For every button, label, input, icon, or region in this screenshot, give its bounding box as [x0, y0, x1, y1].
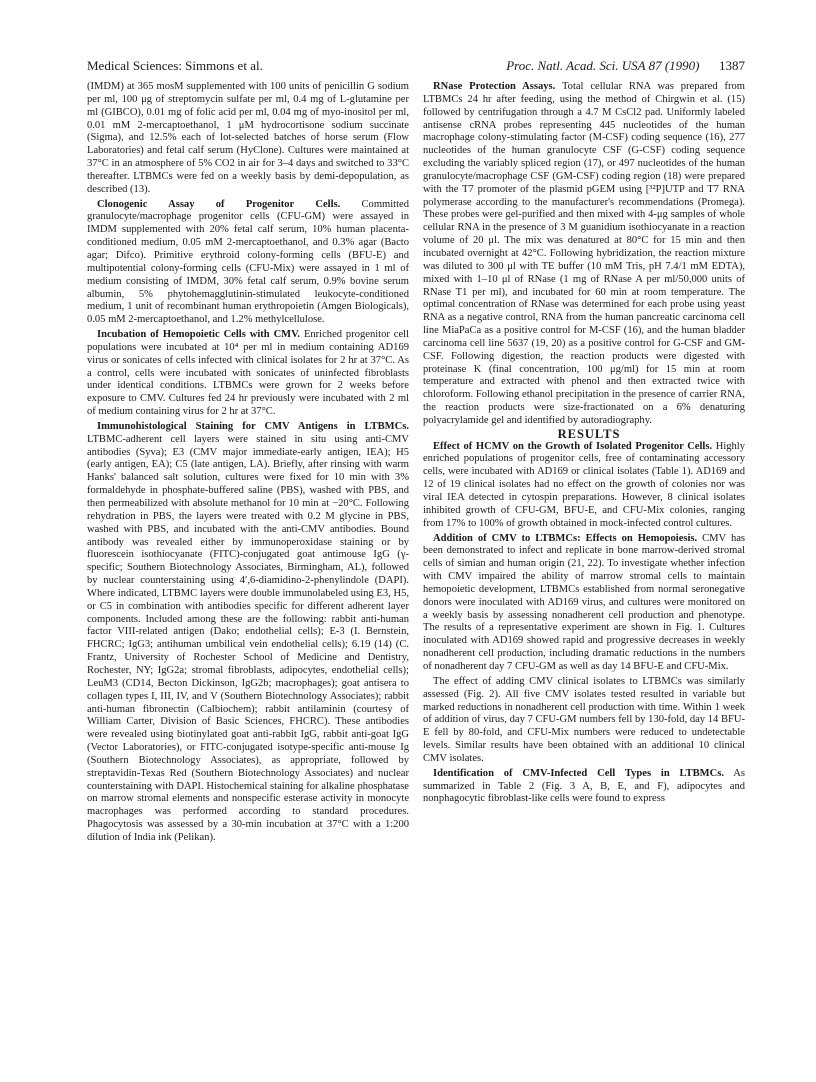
run-in-heading: Identification of CMV-Infected Cell Types in LTBMCs.	[433, 767, 724, 779]
run-in-heading: RNase Protection Assays.	[433, 81, 556, 92]
paragraph-clinical-isolates: The effect of adding CMV clinical isolates to LTBMCs was similarly assessed (Fig. 2). All five CMV isolates tested resulted in variable but marked reductions in nonadherent cell production with time. Within 1 week of addition of virus, day 7 CFU-GM numbers fell by 130-fold, day 14 BFU-E fell by 80-fold, and CFU-Mix numbers were reduced to undetectable levels. Similar results have been obtained with an additional 10 clinical CMV isolates.	[423, 675, 745, 764]
paragraph-effect-hcmv	[423, 441, 745, 531]
paragraph-body: LTBMC-adherent cell layers were stained in situ using anti-CMV antibodies (Syva); E3 (CMV major immediate-early antigen, IEA); H5 (early antigen, EA); C5 (late antigen, LA). Briefly, after rinsing with warm Hanks' balanced salt solution, cultures were fixed for 10 min with 3% formaldehyde in phosphate-buffered saline (PBS), washed with PBS, and then permeabilized with absolute methanol for 10 min at −20°C. Following rehydration in PBS, the layers were treated with 0.2 M glycine in PBS, washed with PBS, and incubated with the anti-CMV antibodies. Bound antibody was revealed either by immunoperoxidase staining or by fluorescein isothiocyanate (FITC)-conjugated goat antimouse IgG (γ-specific; Southern Biotechnology Associates, Birmingham, AL), followed by nuclear counterstaining using 4′,6-diamidino-2-phenylindole (DAPI). Where indicated, LTBMC layers were double immunolabeled using E3, H5, or C5 in combination with antibodies specific for different adherent layer components. Included among these are the following: rabbit anti-human factor VIII-related antigen (Dako; endothelial cells); E-3 (I. Bernstein, FHCRC; IgG3; antihuman umbilical vein endothelial cells); 6.19 (14) (C. Frantz, University of Rochester School of Medicine and Dentistry, Rochester, NY; IgG2a; stromal fibroblasts, adipocytes, endothelial cells); LeuM3 (CD14, Becton Dickinson, IgG2b; macrophages); goat antisera to collagen types I, III, IV, and V (Southern Biotechnology Associates); rabbit anti-human fibronectin (Calbiochem); rabbit antilaminin (courtesy of William Carter, Division of Basic Sciences, FHCRC). These antibodies were revealed using biotinylated goat anti-rabbit IgG, rabbit anti-goat IgG (Vector Laboratories), or FITC-conjugated isotype-specific anti-mouse Ig (Southern Biotechnology Associates), as appropriate, followed by streptavidin-Texas Red (Southern Biotechnology Associates) and nuclear counterstaining with DAPI. Histochemical staining for alkaline phosphatase on marrow stromal elements and nonspecific esterase activity in monocyte macrophages was performed according to standard procedures. Phagocytosis was assessed by a 30-min incubation at 37°C with a 1:200 dilution of India ink (Pelikan).	[87, 433, 409, 843]
run-in-heading: Addition of CMV to LTBMCs: Effects on Hemopoiesis.	[433, 532, 698, 544]
header-section-authors: Medical Sciences: Simmons et al.	[87, 58, 263, 73]
left-column	[87, 81, 409, 845]
paragraph-body: Committed granulocyte/macrophage progenitor cells (CFU-GM) were assayed in IMDM supplemented with 20% fetal calf serum, 10% human placenta-conditioned medium, 0.05 mM 2-mercaptoethanol, and 0.3% agar (Bacto agar; Difco). Primitive erythroid colony-forming cells (BFU-E) and multipotential colony-forming cells (CFU-Mix) were assayed in 1 ml of medium consisting of IMDM, 30% fetal calf serum, 0.9% bovine serum albumin, 5% phytohemagglutinin-stimulated leukocyte-conditioned medium, 1 unit of recombinant human erythropoietin (Amgen Biologicals), 0.05 mM 2-mercaptoethanol, and 1.2% methylcellulose.	[87, 198, 409, 326]
run-in-heading: Incubation of Hemopoietic Cells with CMV.	[97, 329, 301, 341]
paragraph-body: As summarized in Table 2 (Fig. 3 A, B, E, and F), adipocytes and nonphagocytic fibroblast-like cells were found to express	[423, 767, 745, 805]
run-in-heading: Immunohistological Staining for CMV Antigens in LTBMCs.	[97, 420, 409, 432]
running-header	[87, 58, 745, 78]
run-in-heading: Effect of HCMV on the Growth of Isolated Progenitor Cells.	[433, 440, 713, 452]
paragraph-body: Highly enriched populations of progenitor cells, free of contaminating accessory cells, were incubated with AD169 or clinical isolates (Table 1). AD169 and 12 of 19 clinical isolates had no effect on the growth of colonies nor was viral IEA detected in cytospin preparations. However, 8 clinical isolates inhibited growth of CFU-GM, BFU-E, and CFU-Mix colonies, ranging from 17% to 100% of growth obtained in mock-infected control cultures.	[423, 440, 746, 529]
page-number: 1387	[719, 58, 745, 73]
paragraph-body: CMV has been demonstrated to infect and replicate in bone marrow-derived stromal cells of simian and human origin (21, 22). To investigate whether infection with CMV impaired the ability of marrow stromal cells to maintain hemopoietic development, LTBMCs established from normal seronegative donors were inoculated with AD169 virus, and cultures were monitored on a weekly basis by assessing nonadherent cell production and phenotype. The results of a representative experiment are shown in Fig. 1. Cultures inoculated with AD169 showed rapid and progressive decreases in weekly nonadherent cell production, including dramatic reductions in the numbers of nonadherent day 7 CFU-GM as well as day 14 BFU-E and CFU-Mix.	[423, 532, 746, 672]
right-column	[423, 81, 745, 806]
paragraph-immunohistological-staining	[87, 421, 409, 845]
paragraph-medium-continuation: (IMDM) at 365 mosM supplemented with 100 units of penicillin G sodium per ml, 100 μg of streptomycin sulfate per ml, 0.4 mg of L-glutamine per ml (GIBCO), 0.01 mg of folic acid per ml, 0.04 mg of myo-inositol per ml, 0.01 mM 2-mercaptoethanol, 1 μM hydrocortisone sodium succinate (Sigma), and 12.5% each of lot-selected batches of horse serum (Flow Laboratories) and fetal calf serum (HyClone). Cultures were maintained at 37°C in an atmosphere of 5% CO2 in air for 3–4 days and switched to 33°C thereafter. LTBMCs were fed on a weekly basis by demi-depopulation, as described (13).	[87, 81, 409, 195]
section-title-results: RESULTS	[557, 426, 621, 441]
header-journal-page	[506, 58, 745, 74]
paragraph-identification-cell-types	[423, 768, 745, 807]
paragraph-addition-cmv	[423, 533, 745, 674]
journal-citation: Proc. Natl. Acad. Sci. USA 87 (1990)	[506, 58, 700, 73]
paragraph-incubation-cmv	[87, 329, 409, 419]
paragraph-clonogenic-assay	[87, 199, 409, 327]
run-in-heading: Clonogenic Assay of Progenitor Cells.	[97, 198, 341, 210]
paragraph-body: Enriched progenitor cell populations were incubated at 10⁴ per ml in medium containing AD169 virus or sonicates of cells infected with clinical isolates for 2 hr at 37°C. As a control, cells were incubated with sonicates of uninfected fibroblasts under identical conditions. LTBMCs were grown for 2 weeks before exposure to CMV. Cultures fed 24 hr previously were incubated with 2 ml of medium containing virus for 2 hr at 37°C.	[87, 329, 409, 418]
paragraph-rnase-protection	[423, 81, 745, 428]
paragraph-body: Total cellular RNA was prepared from LTBMCs 24 hr after feeding, using the method of Chirgwin et al. (15) followed by centrifugation through a 4.7 M CsCl2 pad. Uniformly labeled antisense cRNA probes representing 445 nucleotides of the human macrophage colony-stimulating factor (M-CSF) coding sequence (16), 277 nucleotides of the human granulocyte CSF (G-CSF) coding sequence excluding the variably spliced region (17), or 497 nucleotides of the human granulocyte/macrophage CSF (GM-CSF) coding region (18) were prepared with the T7 promoter of the plasmid pGEM using [³²P]UTP and T7 RNA polymerase according to the manufacturer's recommendations (Promega). These probes were gel-purified and then mixed with 4-μg samples of whole cellular RNA in the presence of 3 M guanidium isothiocyanate in a reaction volume of 20 μl. The mix was denatured at 80°C for 15 min and then incubated overnight at 42°C. Following hybridization, the reaction mixture was diluted to 300 μl with TE buffer (10 mM Tris, pH 7.4/1 mM EDTA), mixed with 1–10 μl of RNase (1 mg of RNase A per ml/50,000 units of RNase T1 per ml), and incubated for 60 min at room temperature. The optimal concentration of RNase was determined for each probe using yeast RNA as a negative control, RNA from the human pancreatic carcinoma cell line MiaPaCa as a positive control for M-CSF (16), and the human bladder carcinoma cell line 5637 (19, 20) as a positive control for G-CSF and GM-CSF. Following digestion, the reaction products were digested with proteinase K (final concentration, 100 μg/ml) for 15 min at room temperature and extracted with phenol and then extracted twice with chloroform. Following ethanol precipitation in the presence of carrier RNA, the reaction products were size-fractionated on a 6% denaturing polyacrylamide gel and identified by autoradiography.	[423, 81, 746, 426]
